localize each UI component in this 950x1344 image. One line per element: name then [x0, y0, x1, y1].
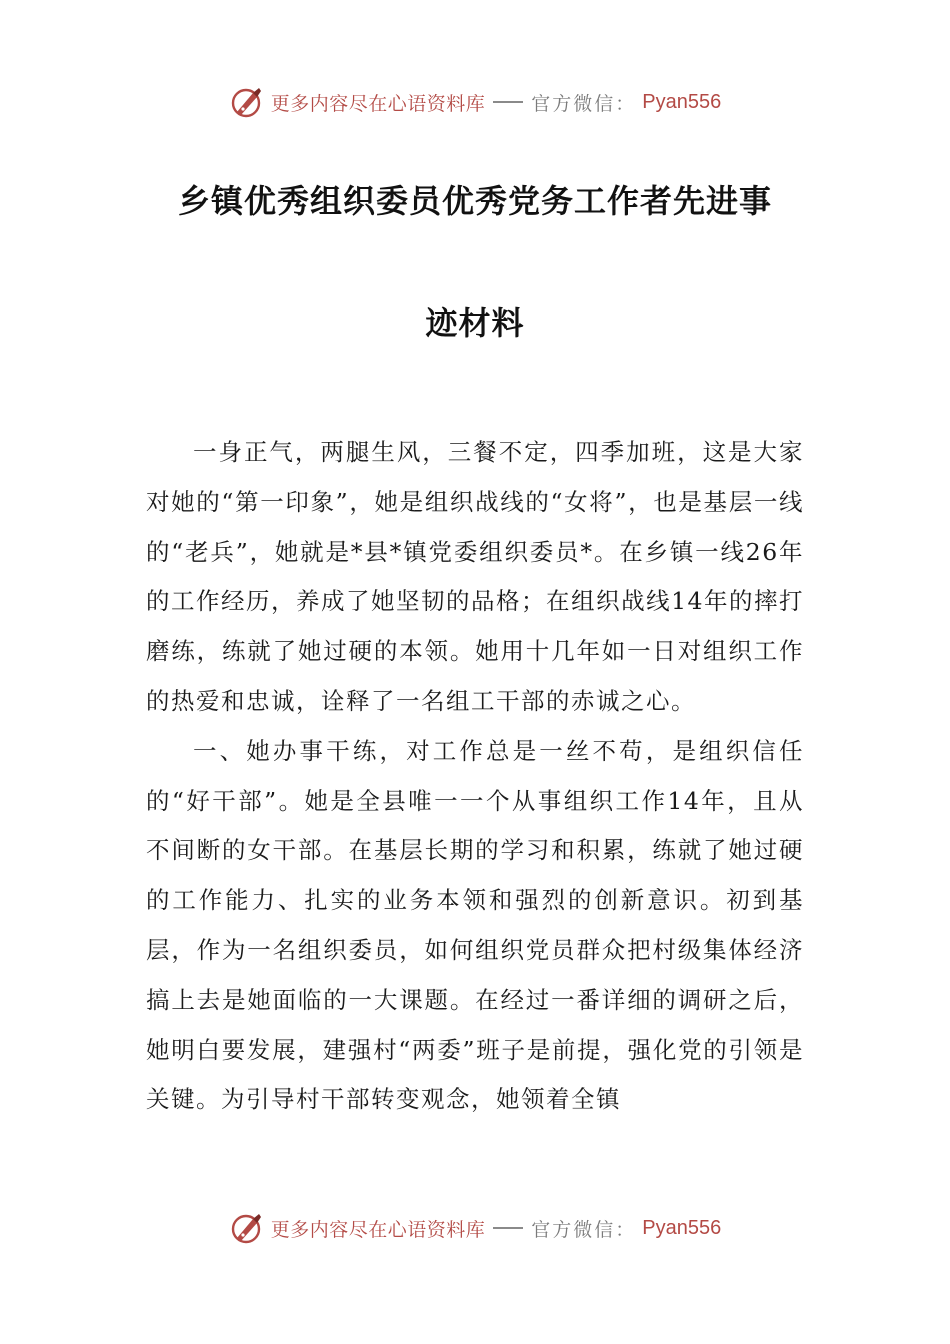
banner-wechat-label: 官方微信： [531, 92, 637, 115]
document-body [146, 428, 804, 1125]
banner-wechat-id: Pyan556 [642, 90, 722, 113]
document-title-line-1: 乡镇优秀组织委员优秀党务工作者先进事 [177, 182, 772, 220]
footer-banner [0, 1206, 950, 1250]
banner-main-text: 更多内容尽在心语资料库 [270, 1218, 486, 1241]
header-banner [0, 80, 950, 124]
body-paragraph: 一身正气，两腿生风，三餐不定，四季加班，这是大家对她的“第一印象”，她是组织战线的“女将”，也是基层一线的“老兵”，她就是*县*镇党委组织委员*。在乡镇一线26年的工作经历，养成了她坚韧的品格；在组织战线14年的摔打磨练，练就了她过硬的本领。她用十几年如一日对组织工作的热爱和忠诚，诠释了一名组工干部的赤诚之心。 [146, 438, 804, 715]
banner-main-text: 更多内容尽在心语资料库 [270, 92, 486, 115]
banner-wechat-id: Pyan556 [642, 1216, 722, 1239]
banner-wechat-label: 官方微信： [531, 1218, 637, 1241]
body-paragraph: 一、她办事干练，对工作总是一丝不苟，是组织信任的“好干部”。她是全县唯一一个从事组织工作14年，且从不间断的女干部。在基层长期的学习和积累，练就了她过硬的工作能力、扎实的业务本领和强烈的创新意识。初到基层，作为一名组织委员，如何组织党员群众把村级集体经济搞上去是她面临的一大课题。在经过一番详细的调研之后，她明白要发展，建强村“两委”班子是前提，强化党的引领是关键。为引导村干部转变观念，她领着全镇 [146, 736, 804, 1114]
banner-dash [493, 101, 523, 103]
banner-dash [493, 1227, 523, 1229]
document-title-line-2: 迹材料 [425, 304, 525, 342]
pen-nib-logo-icon [229, 84, 265, 120]
pen-nib-logo-icon [229, 1210, 265, 1246]
